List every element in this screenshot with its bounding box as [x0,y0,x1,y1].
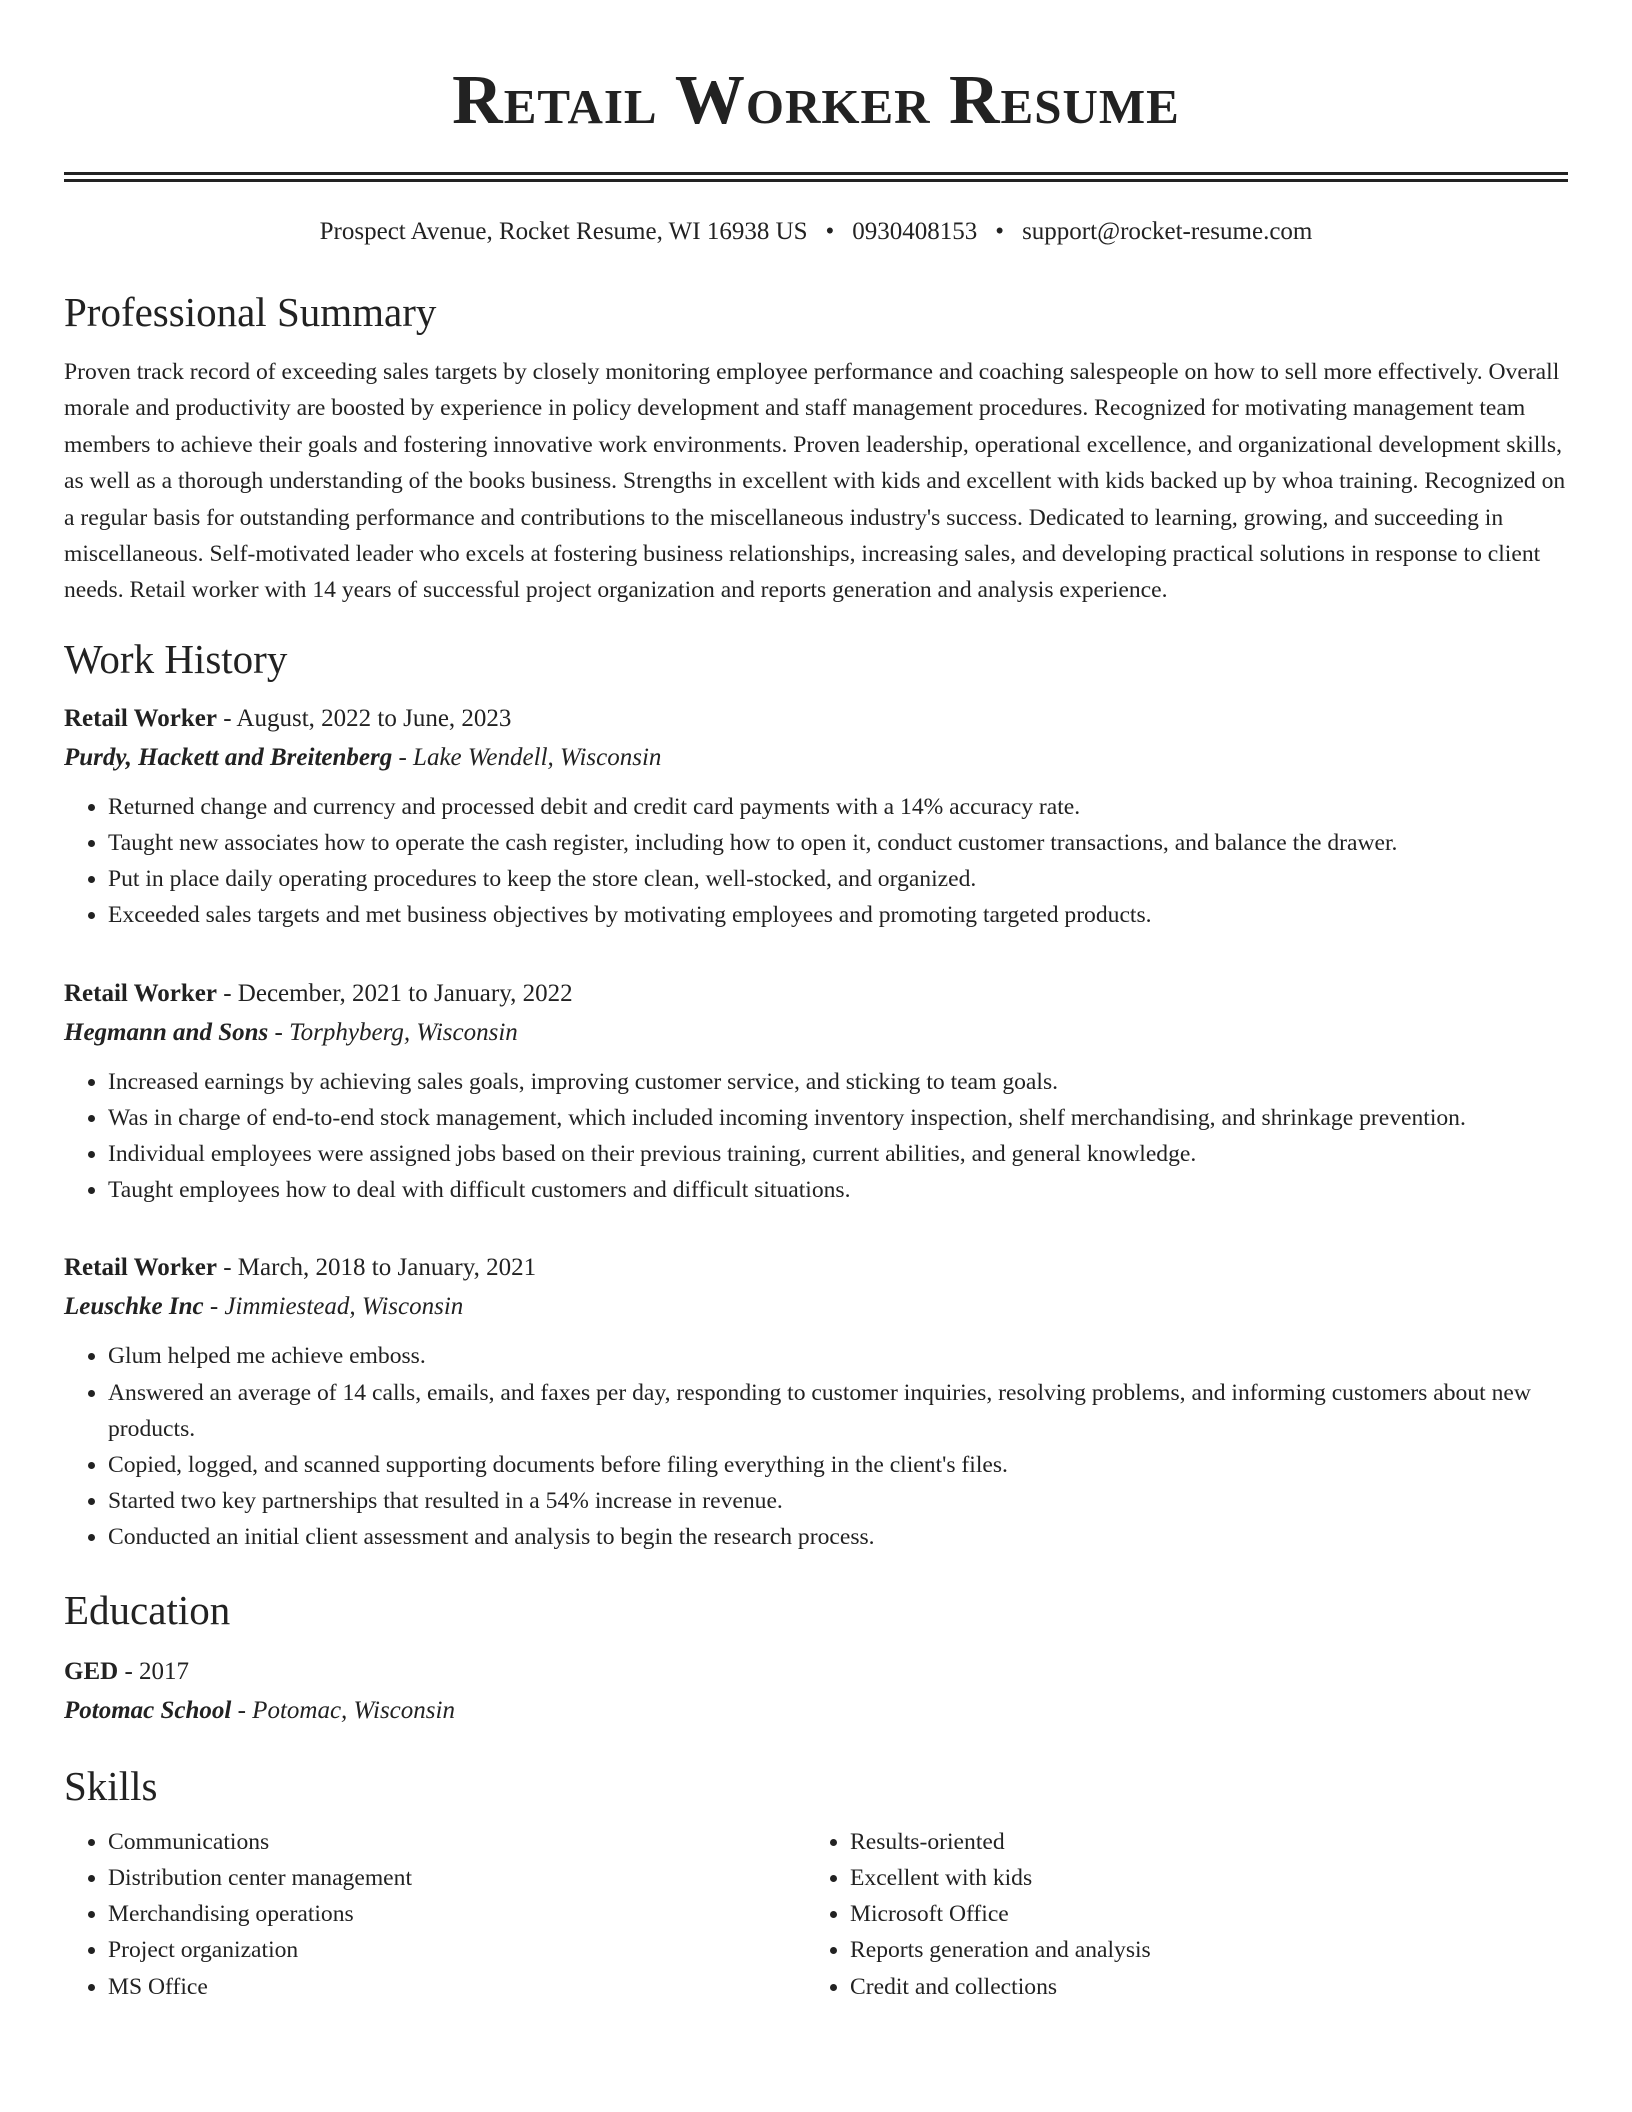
job-entry [64,1248,1568,1555]
contact-line [64,216,1568,248]
job-entry [64,699,1568,934]
education-school: Potomac School [64,1696,232,1724]
skills-columns [64,1824,1568,2005]
job-bullet-list [64,1064,1568,1209]
job-bullet-list [64,789,1568,934]
contact-separator: • [825,218,835,245]
job-bullet: • Started two key partnerships that resulted in a 54% increase in revenue. [108,1483,1568,1519]
contact-address: Prospect Avenue, Rocket Resume, WI 16938 US [319,218,808,245]
job-company-line [64,1014,1568,1052]
job-title: Retail Worker [64,704,217,732]
job-bullet: • Returned change and currency and processed debit and credit card payments with a 14% accuracy rate. [108,789,1568,825]
resume-title: Retail Worker Resume [452,62,1180,139]
education-degree-line [64,1652,1568,1692]
skill-item: • Merchandising operations [108,1896,806,1932]
job-bullet: • Taught employees how to deal with difficult customers and difficult situations. [108,1172,1568,1208]
contact-phone: 0930408153 [852,218,978,245]
job-location: - Jimmiestead, Wisconsin [203,1293,464,1321]
section-heading-skills: Skills [64,1762,158,1809]
skill-item: • Project organization [108,1932,806,1968]
section-heading-work-history: Work History [64,635,288,682]
skill-item: • Microsoft Office [850,1896,1548,1932]
job-company-line [64,739,1568,777]
skill-item: • Credit and collections [850,1969,1548,2005]
skill-item: • Excellent with kids [850,1860,1548,1896]
job-dates: - December, 2021 to January, 2022 [216,979,573,1007]
job-bullet: • Glum helped me achieve emboss. [108,1338,1568,1374]
skill-item: • Reports generation and analysis [850,1932,1548,1968]
job-entry [64,974,1568,1209]
title-double-rule [64,172,1568,182]
section-heading-education: Education [64,1586,231,1633]
section-heading-summary: Professional Summary [64,289,437,335]
job-bullet: • Was in charge of end-to-end stock management, which included incoming inventory inspection, shelf merchandising, and shrinkage prevention. [108,1100,1568,1136]
contact-separator: • [995,218,1005,245]
job-title-line [64,974,1568,1014]
summary-paragraph: Proven track record of exceeding sales targets by closely monitoring employee performance and coaching salespeople on how to sell more effectively. Overall morale and productivity are boosted by experience in policy development and staff management procedures. Recognized for motivating management team members to achieve their goals and fostering innovative work environments. Proven leadership, operational excellence, and organizational development skills, as well as a thorough understanding of the books business. Strengths in excellent with kids and excellent with kids backed up by whoa training. Recognized on a regular basis for outstanding performance and contributions to the miscellaneous industry's success. Dedicated to learning, growing, and succeeding in miscellaneous. Self-motivated leader who excels at fostering business relationships, increasing sales, and developing practical solutions in response to client needs. Retail worker with 14 years of successful project organization and reports generation and analysis experience. [64,359,1566,604]
job-company-line [64,1288,1568,1326]
job-bullet: • Put in place daily operating procedures to keep the store clean, well-stocked, and organized. [108,861,1568,897]
job-dates: - August, 2022 to June, 2023 [216,704,512,732]
skill-item: • Results-oriented [850,1824,1548,1860]
education-location: - Potomac, Wisconsin [231,1696,455,1724]
job-title-line [64,1248,1568,1288]
skill-item: • Distribution center management [108,1860,806,1896]
job-bullet: • Answered an average of 14 calls, emails, and faxes per day, responding to customer inquiries, resolving problems, and informing customers about new products. [108,1375,1568,1447]
education-entry [64,1652,1568,1730]
job-bullet: • Exceeded sales targets and met business objectives by motivating employees and promoting targeted products. [108,897,1568,933]
skills-list-right [806,1824,1548,2005]
education-school-line [64,1692,1568,1730]
job-bullet-list [64,1338,1568,1555]
skill-item: • MS Office [108,1969,806,2005]
job-bullet: • Copied, logged, and scanned supporting documents before filing everything in the client's files. [108,1447,1568,1483]
job-company: Purdy, Hackett and Breitenberg [64,743,393,771]
education-degree: GED [64,1657,119,1685]
education-year: - 2017 [118,1657,190,1685]
job-location: - Lake Wendell, Wisconsin [392,743,662,771]
contact-email: support@rocket-resume.com [1022,218,1313,245]
job-bullet: • Individual employees were assigned jobs based on their previous training, current abilities, and general knowledge. [108,1136,1568,1172]
job-company: Hegmann and Sons [64,1018,269,1046]
job-title: Retail Worker [64,979,217,1007]
job-bullet: • Taught new associates how to operate the cash register, including how to open it, conduct customer transactions, and balance the drawer. [108,825,1568,861]
job-location: - Torphyberg, Wisconsin [268,1018,518,1046]
job-dates: - March, 2018 to January, 2021 [216,1254,537,1282]
skills-list-left [64,1824,806,2005]
job-title-line [64,699,1568,739]
job-bullet: • Conducted an initial client assessment and analysis to begin the research process. [108,1519,1568,1555]
job-company: Leuschke Inc [64,1293,204,1321]
job-title: Retail Worker [64,1254,217,1282]
job-bullet: • Increased earnings by achieving sales goals, improving customer service, and sticking to team goals. [108,1064,1568,1100]
skill-item: • Communications [108,1824,806,1860]
